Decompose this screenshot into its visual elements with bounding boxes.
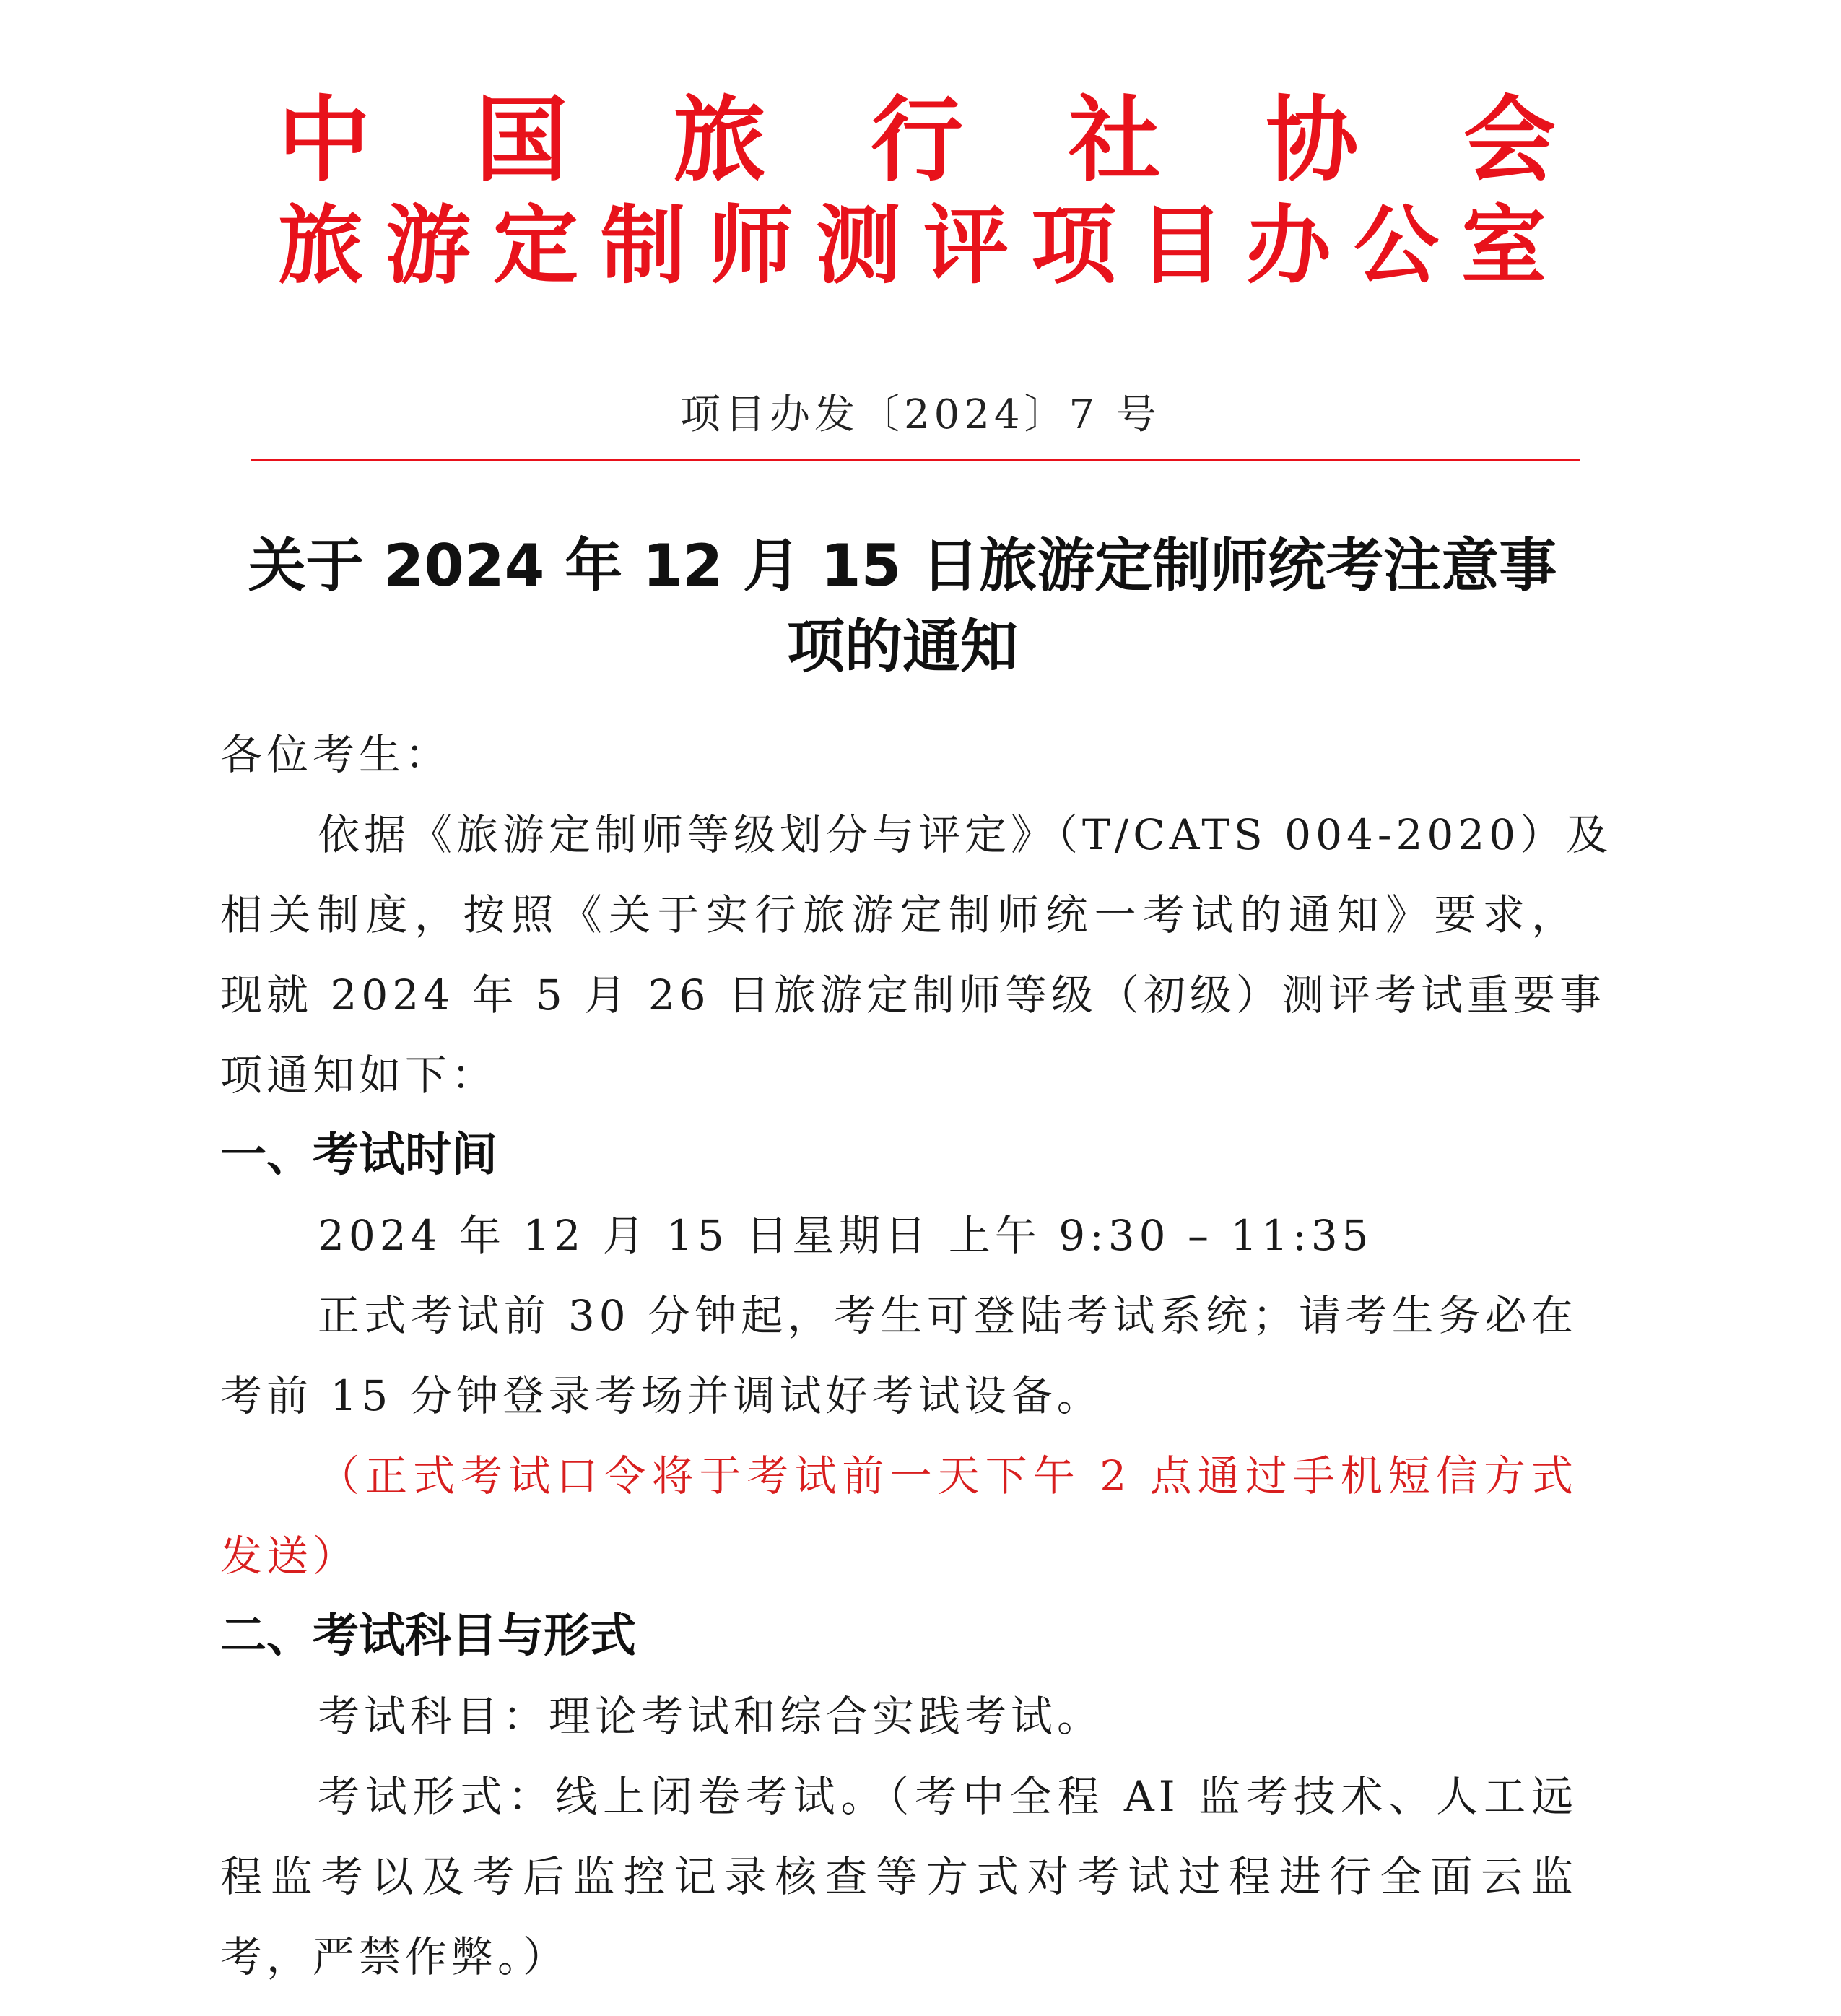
red-divider: [251, 459, 1580, 461]
intro-line-2: 相关制度，按照《关于实行旅游定制师统一考试的通知》要求，: [220, 890, 1577, 939]
exam-format-line-3: 考，严禁作弊。）: [220, 1932, 570, 1981]
organization-name: 中 国 旅 行 社 协 会: [278, 87, 1557, 194]
intro-line-3: 现就 2024 年 5 月 26 日旅游定制师等级（初级）测评考试重要事: [220, 970, 1606, 1020]
section-2-heading: 二、考试科目与形式: [220, 1609, 636, 1663]
exam-time-line: 2024 年 12 月 15 日星期日 上午 9:30 – 11:35: [318, 1211, 1373, 1260]
intro-line-1: 依据《旅游定制师等级划分与评定》（T/CATS 004-2020）及: [318, 810, 1613, 859]
notice-title: [217, 526, 1588, 687]
title-line-1: 关于 2024 年 12 月 15 日旅游定制师统考注意事: [248, 532, 1557, 599]
exam-subjects-line: 考试科目：理论考试和综合实践考试。: [318, 1692, 1104, 1741]
password-notice-line-2: 发送）: [220, 1531, 360, 1581]
login-note-line-1: 正式考试前 30 分钟起，考生可登陆考试系统；请考生务必在: [318, 1291, 1577, 1340]
intro-line-4: 项通知如下：: [220, 1051, 498, 1100]
exam-format-line-2: 程监考以及考后监控记录核查等方式对考试过程进行全面云监: [220, 1852, 1577, 1901]
office-name: 旅游定制师测评项目办公室: [278, 196, 1570, 295]
section-1-heading: 一、考试时间: [220, 1129, 497, 1182]
login-note-line-2: 考前 15 分钟登录考场并调试好考试设备。: [220, 1371, 1103, 1420]
title-line-2: 项的通知: [787, 613, 1018, 680]
document-number: 项目办发〔2024〕7 号: [680, 391, 1161, 438]
salutation: 各位考生：: [220, 730, 452, 779]
exam-format-line-1: 考试形式：线上闭卷考试。（考中全程 AI 监考技术、人工远: [318, 1772, 1577, 1821]
password-notice-line-1: （正式考试口令将于考试前一天下午 2 点通过手机短信方式: [318, 1451, 1577, 1500]
